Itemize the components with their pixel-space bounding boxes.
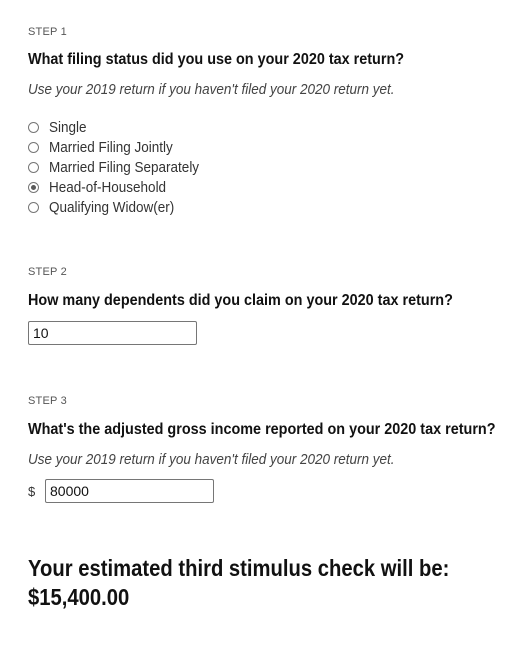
radio-option-qualifying-widower[interactable] [28, 197, 216, 217]
dependents-input[interactable]: 10 [28, 321, 197, 345]
radio-label[interactable]: Married Filing Jointly [49, 138, 173, 156]
step1-hint: Use your 2019 return if you haven't filed your 2020 return yet. [28, 81, 395, 98]
radio-button[interactable] [28, 182, 39, 193]
result-amount: $15,400.00 [28, 584, 130, 610]
radio-label[interactable]: Married Filing Separately [49, 158, 200, 176]
step2-question: How many dependents did you claim on your 2020 tax return? [28, 292, 453, 309]
step3-label: STEP 3 [28, 395, 67, 407]
radio-button[interactable] [28, 122, 39, 133]
radio-button[interactable] [28, 142, 39, 153]
radio-label[interactable]: Qualifying Widow(er) [49, 198, 175, 216]
step3-hint: Use your 2019 return if you haven't filed your 2020 return yet. [28, 451, 395, 468]
radio-option-married-filing-jointly[interactable] [28, 137, 216, 157]
filing-status-radio-group [28, 117, 216, 217]
step3-question: What's the adjusted gross income reported on your 2020 tax return? [28, 421, 496, 438]
radio-button[interactable] [28, 162, 39, 173]
radio-option-head-of-household[interactable] [28, 177, 216, 197]
result-heading: Your estimated third stimulus check will be: [28, 555, 450, 581]
currency-symbol: $ [28, 484, 36, 499]
radio-option-single[interactable] [28, 117, 216, 137]
radio-label[interactable]: Single [49, 118, 87, 136]
radio-label[interactable]: Head-of-Household [49, 178, 167, 196]
radio-button[interactable] [28, 202, 39, 213]
step1-question: What filing status did you use on your 2020 tax return? [28, 51, 405, 68]
radio-option-married-filing-separately[interactable] [28, 157, 216, 177]
income-input[interactable]: 80000 [45, 479, 214, 503]
step2-label: STEP 2 [28, 266, 67, 278]
step1-label: STEP 1 [28, 26, 67, 38]
